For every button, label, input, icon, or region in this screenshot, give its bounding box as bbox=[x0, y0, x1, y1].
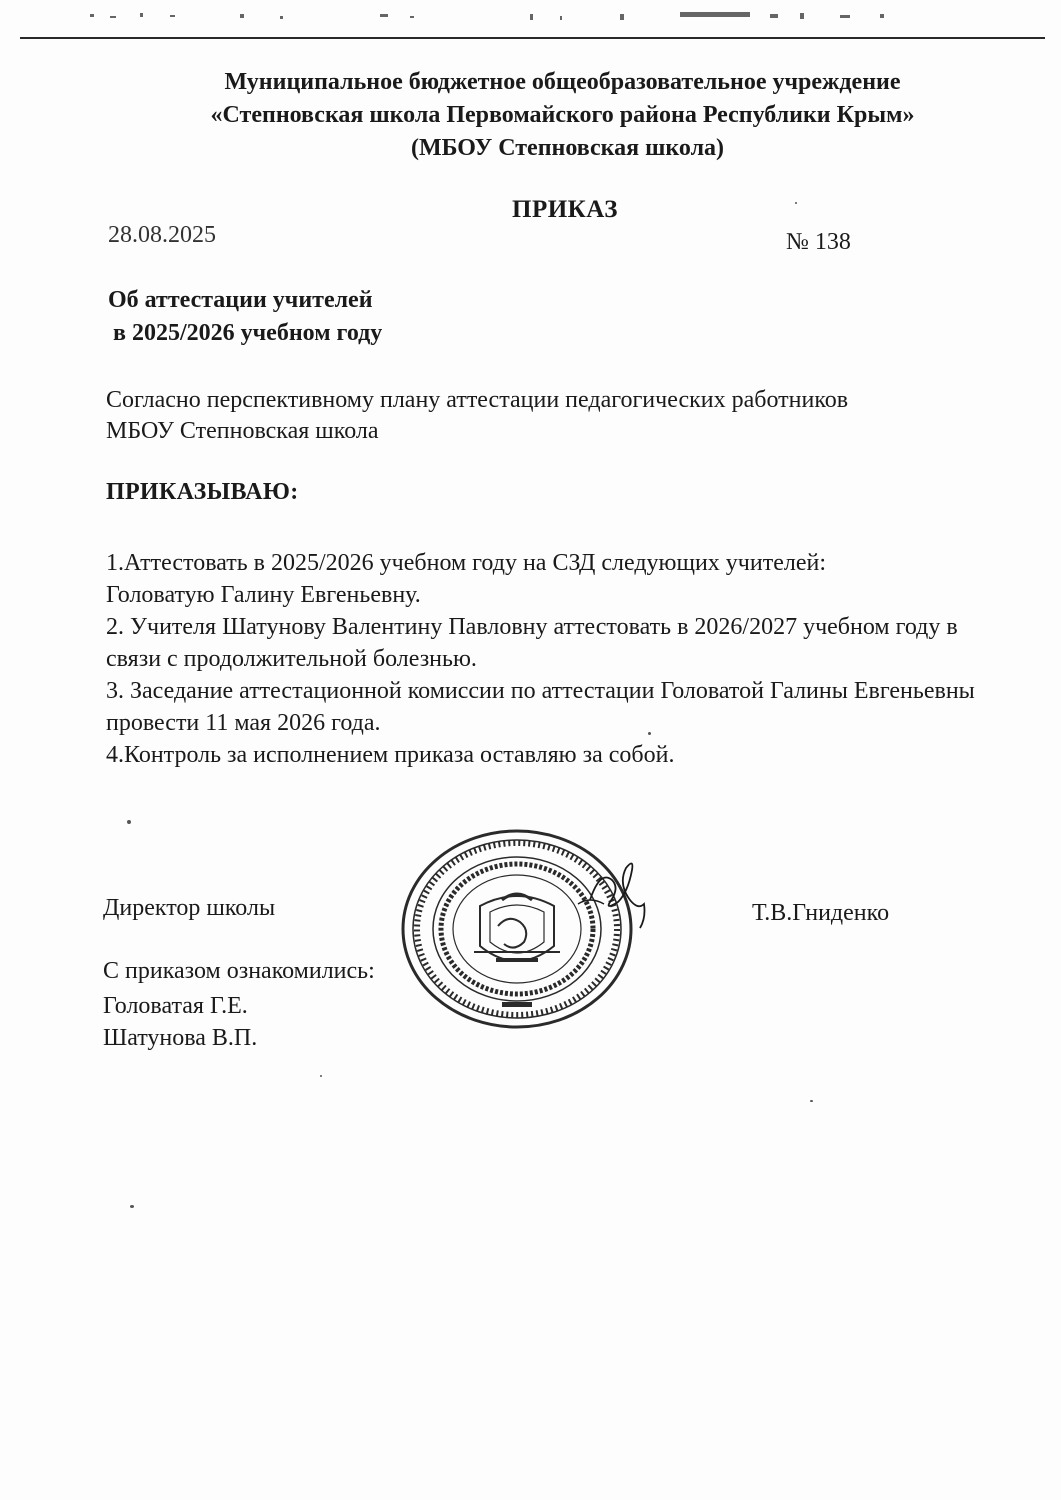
order-item-3 bbox=[106, 675, 1016, 739]
order-verb: ПРИКАЗЫВАЮ: bbox=[106, 479, 299, 505]
order-item-2-line-1: 2. Учителя Шатунову Валентину Павловну аттестовать в 2026/2027 учебном году в bbox=[106, 614, 958, 640]
scan-speck bbox=[795, 202, 797, 204]
scan-speck bbox=[810, 1100, 813, 1102]
order-item-1-line-2: Головатую Галину Евгеньевну. bbox=[106, 582, 421, 608]
scan-speck bbox=[127, 820, 131, 824]
institution-name-line-1: Муниципальное бюджетное общеобразовательное учреждение bbox=[224, 69, 901, 95]
order-items-list bbox=[106, 547, 1016, 771]
director-title: Директор школы bbox=[103, 895, 276, 921]
order-item-3-line-1: 3. Заседание аттестационной комиссии по аттестации Головатой Галины Евгеньевны bbox=[106, 678, 975, 704]
preamble-line-2: МБОУ Степновская школа bbox=[106, 418, 379, 444]
scan-noise bbox=[80, 8, 960, 26]
director-name: Т.В.Гниденко bbox=[752, 900, 890, 926]
acknowledgement-list bbox=[103, 990, 257, 1054]
preamble bbox=[106, 385, 986, 447]
director-signature bbox=[560, 840, 660, 940]
order-item-2-line-2: связи с продолжительной болезнью. bbox=[106, 646, 477, 672]
institution-short-name: (МБОУ Степновская школа) bbox=[410, 135, 725, 161]
order-item-3-line-2: провести 11 мая 2026 года. bbox=[106, 710, 381, 736]
order-title: ПРИКАЗ bbox=[512, 196, 618, 223]
acknowledgement-name-1: Головатая Г.Е. bbox=[103, 993, 248, 1019]
institution-header bbox=[0, 66, 1061, 165]
scan-speck bbox=[648, 732, 651, 735]
scan-edge-line bbox=[20, 37, 1045, 39]
acknowledgement-name-2: Шатунова В.П. bbox=[103, 1025, 258, 1051]
institution-name-line-2: «Степновская школа Первомайского района Республики Крым» bbox=[210, 102, 915, 128]
order-item-1-line-1: 1.Аттестовать в 2025/2026 учебном году на СЗД следующих учителей: bbox=[106, 550, 826, 576]
order-item-2 bbox=[106, 611, 1016, 675]
order-number: № 138 bbox=[786, 229, 851, 255]
scan-speck bbox=[320, 1075, 322, 1077]
order-item-1 bbox=[106, 547, 1016, 611]
order-subject bbox=[108, 284, 382, 350]
scan-speck bbox=[130, 1205, 134, 1208]
subject-line-1: Об аттестации учителей bbox=[108, 287, 373, 313]
order-item-4 bbox=[106, 739, 1016, 771]
order-item-4-line-1: 4.Контроль за исполнением приказа оставляю за собой. bbox=[106, 742, 675, 768]
order-date: 28.08.2025 bbox=[108, 222, 216, 248]
acknowledgement-title: С приказом ознакомились: bbox=[103, 958, 375, 984]
preamble-line-1: Согласно перспективному плану аттестации педагогических работников bbox=[106, 387, 849, 413]
subject-line-2: в 2025/2026 учебном году bbox=[113, 320, 383, 346]
